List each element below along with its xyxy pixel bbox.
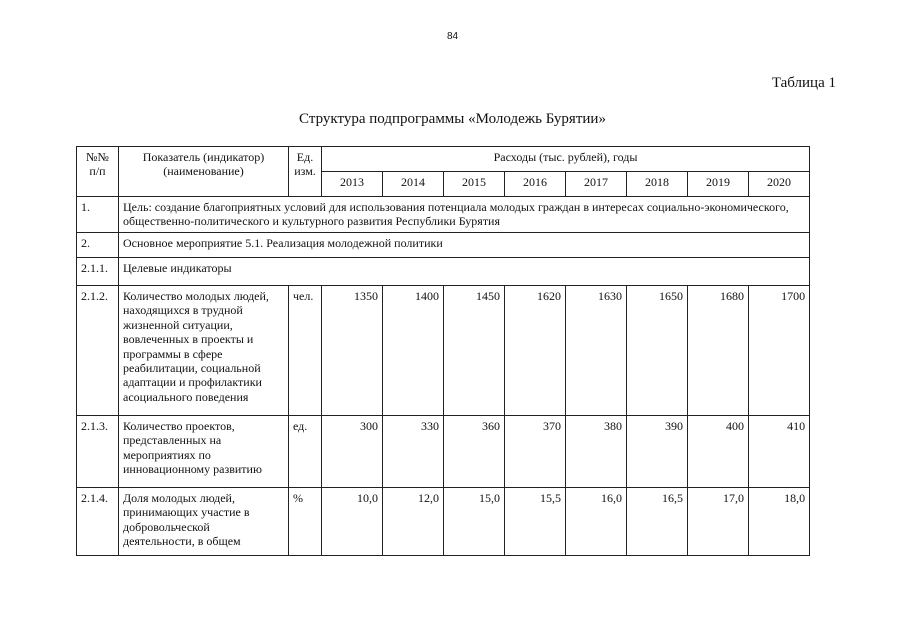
- row-value: 400: [688, 416, 749, 488]
- targets-text: Целевые индикаторы: [119, 258, 810, 286]
- header-expenses: Расходы (тыс. рублей), годы: [322, 147, 810, 172]
- header-unit: Ед. изм.: [289, 147, 322, 197]
- row-num: 2.1.2.: [77, 286, 119, 416]
- row-value: 1680: [688, 286, 749, 416]
- row-unit: чел.: [289, 286, 322, 416]
- row-value: 1650: [627, 286, 688, 416]
- header-num: №№ п/п: [77, 147, 119, 197]
- row-name: Количество молодых людей, находящихся в трудной жизненной ситуации, вовлеченных в проекты и программы в сфере реабилитации, социальной адаптации и профилактики асоциального поведения: [119, 286, 289, 416]
- row-unit: ед.: [289, 416, 322, 488]
- row-value: 1400: [383, 286, 444, 416]
- indicators-table: [76, 146, 810, 556]
- document-title: Структура подпрограммы «Молодежь Бурятии»: [299, 111, 606, 127]
- event-num: 2.: [77, 233, 119, 258]
- row-value: 360: [444, 416, 505, 488]
- table-row: [77, 416, 810, 488]
- row-value: 1700: [749, 286, 810, 416]
- event-row: [77, 233, 810, 258]
- header-row: [77, 147, 810, 172]
- header-year: 2013: [322, 172, 383, 197]
- page-number: 84: [446, 31, 459, 42]
- row-value: 410: [749, 416, 810, 488]
- row-value: 18,0: [749, 488, 810, 556]
- row-value: 1630: [566, 286, 627, 416]
- header-indicator: Показатель (индикатор) (наименование): [119, 147, 289, 197]
- table-row: [77, 488, 810, 556]
- header-year: 2016: [505, 172, 566, 197]
- row-value: 330: [383, 416, 444, 488]
- row-value: 1620: [505, 286, 566, 416]
- header-year: 2017: [566, 172, 627, 197]
- row-name: Доля молодых людей, принимающих участие в добровольческой деятельности, в общем: [119, 488, 289, 556]
- row-value: 370: [505, 416, 566, 488]
- targets-num: 2.1.1.: [77, 258, 119, 286]
- row-value: 17,0: [688, 488, 749, 556]
- row-value: 10,0: [322, 488, 383, 556]
- header-year: 2020: [749, 172, 810, 197]
- header-year: 2015: [444, 172, 505, 197]
- targets-row: [77, 258, 810, 286]
- header-year: 2019: [688, 172, 749, 197]
- goal-num: 1.: [77, 197, 119, 233]
- row-num: 2.1.3.: [77, 416, 119, 488]
- row-value: 1350: [322, 286, 383, 416]
- row-value: 390: [627, 416, 688, 488]
- row-value: 12,0: [383, 488, 444, 556]
- table-label: Таблица 1: [771, 75, 836, 91]
- header-year: 2018: [627, 172, 688, 197]
- event-text: Основное мероприятие 5.1. Реализация молодежной политики: [119, 233, 810, 258]
- row-unit: %: [289, 488, 322, 556]
- row-value: 16,0: [566, 488, 627, 556]
- row-num: 2.1.4.: [77, 488, 119, 556]
- row-value: 15,5: [505, 488, 566, 556]
- row-name: Количество проектов, представленных на мероприятиях по инновационному развитию: [119, 416, 289, 488]
- goal-text: Цель: создание благоприятных условий для использования потенциала молодых граждан в интересах социально-экономического, общественно-политического и культурного развития Республики Бурятия: [119, 197, 810, 233]
- table-row: [77, 286, 810, 416]
- row-value: 1450: [444, 286, 505, 416]
- row-value: 15,0: [444, 488, 505, 556]
- header-year: 2014: [383, 172, 444, 197]
- row-value: 380: [566, 416, 627, 488]
- row-value: 16,5: [627, 488, 688, 556]
- goal-row: [77, 197, 810, 233]
- row-value: 300: [322, 416, 383, 488]
